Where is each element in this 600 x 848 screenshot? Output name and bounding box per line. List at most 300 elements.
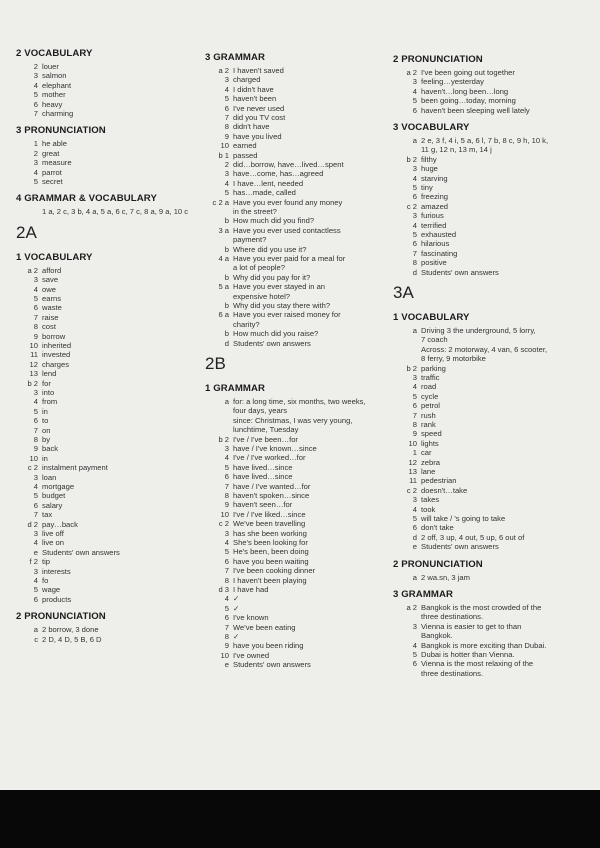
answer-text: secret bbox=[42, 177, 63, 186]
answer-line bbox=[205, 453, 306, 462]
answer-line bbox=[205, 113, 285, 122]
answer-line bbox=[205, 339, 311, 348]
item-number: 8 bbox=[224, 491, 229, 500]
answer-text: elephant bbox=[42, 80, 72, 90]
item-number: 3 bbox=[33, 529, 38, 538]
item-number: 6 bbox=[224, 556, 229, 566]
item-number: 6 bbox=[224, 472, 229, 482]
item-number: 9 bbox=[33, 444, 38, 454]
item-number: 4 a bbox=[218, 254, 229, 263]
answer-line bbox=[205, 557, 309, 566]
answer-text: charges bbox=[42, 359, 70, 369]
answer-text: to bbox=[42, 416, 49, 426]
answer-text: haven't seen…for bbox=[233, 500, 293, 510]
answer-text: Dubai is hotter than Vienna. bbox=[421, 650, 515, 659]
answer-text: budget bbox=[42, 491, 66, 501]
answer-line bbox=[205, 66, 284, 75]
answer-line bbox=[205, 435, 298, 444]
answer-text: Have you ever stayed in an bbox=[233, 282, 326, 292]
item-number: 5 bbox=[33, 294, 38, 303]
answer-line bbox=[16, 303, 62, 312]
answer-line bbox=[16, 482, 74, 491]
answer-text: fascinating bbox=[421, 248, 458, 258]
item-number: 5 bbox=[412, 230, 417, 239]
item-number: c bbox=[34, 634, 38, 644]
item-number: 8 bbox=[33, 435, 38, 444]
answer-line bbox=[16, 207, 188, 216]
item-number: 3 bbox=[33, 158, 38, 168]
answer-line bbox=[205, 594, 239, 603]
answer-text: freezing bbox=[421, 192, 449, 202]
item-number: 9 bbox=[224, 500, 229, 510]
answer-text: Driving 3 the underground, 5 lorry, bbox=[421, 326, 536, 335]
item-number: c 2 bbox=[406, 201, 417, 211]
item-number: 8 bbox=[224, 575, 229, 585]
answer-line bbox=[393, 411, 436, 420]
item-number: 4 bbox=[412, 86, 417, 96]
answer-line bbox=[205, 623, 296, 632]
item-number: 3 bbox=[33, 472, 38, 482]
answer-text: I've / I've worked…for bbox=[233, 453, 306, 463]
item-number: 4 bbox=[33, 80, 38, 90]
answer-text: parking bbox=[421, 363, 446, 373]
item-number: 4 bbox=[33, 538, 38, 548]
item-number: 6 bbox=[33, 303, 38, 313]
answer-line bbox=[393, 249, 457, 258]
answer-text: for: a long time, six months, two weeks, bbox=[233, 397, 366, 406]
answer-text: have / I've wanted…for bbox=[233, 481, 311, 491]
item-number: 5 bbox=[224, 188, 229, 198]
answer-line bbox=[205, 254, 345, 263]
answer-line bbox=[393, 174, 448, 183]
answer-line bbox=[205, 310, 341, 319]
answer-text: She's been looking for bbox=[233, 538, 308, 547]
answer-line bbox=[393, 573, 470, 582]
answer-line bbox=[205, 444, 317, 453]
answer-text: I've / I've been…for bbox=[233, 434, 298, 444]
item-number: 4 bbox=[33, 576, 38, 585]
answer-text: ✓ bbox=[233, 603, 240, 613]
answer-line bbox=[16, 473, 56, 482]
answer-text: loan bbox=[42, 472, 57, 482]
answer-text: Across: 2 motorway, 4 van, 6 scooter, bbox=[421, 344, 548, 354]
answer-line bbox=[16, 100, 62, 109]
answer-line bbox=[16, 62, 59, 71]
answer-text: in the street? bbox=[233, 207, 277, 216]
answer-text: 1 a, 2 c, 3 b, 4 a, 5 a, 6 c, 7 c, 8 a, 9 a, 10 c bbox=[42, 207, 189, 217]
answer-line bbox=[205, 132, 282, 141]
item-number: 5 bbox=[33, 491, 38, 501]
answer-line bbox=[393, 230, 456, 239]
answer-line bbox=[393, 354, 486, 363]
item-number: 3 bbox=[33, 71, 38, 81]
answer-text: has she been working bbox=[233, 528, 307, 538]
answer-text: products bbox=[42, 594, 72, 604]
item-number: 10 bbox=[29, 453, 38, 463]
answer-text: road bbox=[421, 382, 437, 392]
section-heading: 1 VOCABULARY bbox=[16, 251, 93, 263]
answer-line bbox=[205, 416, 352, 425]
answer-line bbox=[393, 192, 448, 201]
answer-text: petrol bbox=[421, 401, 440, 411]
answer-line bbox=[393, 659, 533, 668]
answer-text: three destinations. bbox=[421, 668, 484, 678]
answer-line bbox=[205, 660, 311, 669]
item-number: 5 bbox=[412, 650, 417, 659]
item-number: c 2 bbox=[218, 519, 229, 529]
section-heading: 3 VOCABULARY bbox=[393, 122, 470, 133]
answer-line bbox=[205, 510, 306, 519]
answer-text: Why did you stay there with? bbox=[233, 301, 331, 310]
answer-line bbox=[16, 322, 56, 331]
section-heading: 2 PRONUNCIATION bbox=[16, 611, 106, 623]
item-number: 2 bbox=[33, 148, 38, 158]
answer-text: live on bbox=[42, 538, 64, 548]
section-heading: 1 GRAMMAR bbox=[205, 383, 266, 394]
answer-line bbox=[16, 158, 72, 167]
item-number: 3 bbox=[412, 211, 417, 221]
answer-line bbox=[205, 301, 330, 310]
section-heading: 3 PRONUNCIATION bbox=[16, 125, 106, 137]
answer-text: cycle bbox=[421, 391, 439, 401]
answer-line bbox=[393, 523, 454, 532]
answer-text: borrow bbox=[42, 331, 66, 341]
item-number: 8 bbox=[412, 420, 417, 429]
item-number: a bbox=[412, 572, 417, 582]
answer-text: speed bbox=[421, 429, 442, 439]
item-number: 3 bbox=[33, 388, 38, 397]
answer-text: since: Christmas, I was very young, bbox=[233, 415, 353, 425]
answer-text: four days, years bbox=[233, 406, 288, 416]
answer-text: have…come, has…agreed bbox=[233, 169, 324, 179]
answer-line bbox=[16, 595, 71, 604]
item-number: d 3 bbox=[218, 585, 229, 594]
answer-text: salary bbox=[42, 500, 63, 510]
answer-line bbox=[205, 576, 307, 585]
item-number: b bbox=[224, 216, 229, 226]
item-number: 6 bbox=[224, 103, 229, 113]
answer-line bbox=[205, 151, 258, 160]
item-number: 3 bbox=[412, 77, 417, 87]
answer-line bbox=[205, 604, 239, 613]
answer-text: live off bbox=[42, 529, 64, 538]
item-number: e bbox=[224, 660, 229, 670]
answer-line bbox=[393, 106, 530, 115]
answer-text: waste bbox=[42, 303, 62, 313]
answer-line bbox=[16, 332, 65, 341]
answer-line bbox=[205, 160, 344, 169]
section-heading: 2 PRONUNCIATION bbox=[393, 54, 483, 65]
answer-text: afford bbox=[42, 265, 62, 275]
answer-line bbox=[205, 273, 310, 282]
answer-text: into bbox=[42, 388, 55, 397]
item-number: 13 bbox=[29, 369, 38, 379]
answer-line bbox=[205, 263, 285, 272]
answer-line bbox=[393, 87, 508, 96]
answer-line bbox=[205, 188, 296, 197]
item-number: 7 bbox=[33, 425, 38, 435]
answer-line bbox=[393, 382, 436, 391]
section-heading: 1 VOCABULARY bbox=[393, 312, 470, 323]
answer-line bbox=[205, 104, 284, 113]
item-number: 5 bbox=[33, 585, 38, 595]
item-number: 5 bbox=[33, 406, 38, 416]
item-number: 3 bbox=[412, 495, 417, 505]
answer-line bbox=[16, 294, 61, 303]
item-number: 1 bbox=[33, 139, 38, 149]
answer-text: lane bbox=[421, 467, 436, 476]
answer-line bbox=[205, 519, 305, 528]
answer-text: don't take bbox=[421, 523, 454, 533]
answer-line bbox=[205, 482, 310, 491]
item-number: 4 bbox=[33, 397, 38, 407]
item-number: b 2 bbox=[218, 434, 229, 444]
answer-text: save bbox=[42, 275, 59, 285]
answer-line bbox=[16, 435, 50, 444]
answer-text: charity? bbox=[233, 319, 260, 329]
answer-text: We've been eating bbox=[233, 622, 296, 632]
answer-line bbox=[16, 635, 102, 644]
answer-line bbox=[393, 420, 436, 429]
answer-text: by bbox=[42, 435, 51, 444]
answer-line bbox=[393, 429, 442, 438]
answer-line bbox=[16, 520, 78, 529]
answer-line bbox=[393, 239, 449, 248]
answer-line bbox=[393, 183, 433, 192]
answer-text: cost bbox=[42, 322, 56, 332]
answer-line bbox=[16, 285, 56, 294]
answer-text: I've been going out together bbox=[421, 68, 515, 77]
answer-line bbox=[393, 211, 444, 220]
answer-line bbox=[393, 401, 440, 410]
answer-text: invested bbox=[42, 350, 71, 360]
item-number: 4 bbox=[224, 538, 229, 547]
answer-line bbox=[393, 458, 440, 467]
answer-line bbox=[16, 463, 108, 472]
answer-line bbox=[16, 275, 58, 284]
answer-text: haven't…long been…long bbox=[421, 86, 509, 96]
item-number: a 2 bbox=[406, 68, 417, 77]
answer-line bbox=[393, 669, 483, 678]
item-number: 2 bbox=[224, 160, 229, 169]
item-number: 8 bbox=[33, 322, 38, 332]
answer-line bbox=[205, 651, 269, 660]
answer-line bbox=[205, 613, 269, 622]
answer-line bbox=[393, 68, 515, 77]
answer-text: heavy bbox=[42, 99, 63, 109]
answer-text: I didn't have bbox=[233, 84, 274, 94]
item-number: d 2 bbox=[27, 519, 38, 529]
item-number: a 2 bbox=[218, 66, 229, 75]
answer-text: Students' own answers bbox=[421, 542, 499, 552]
answer-line bbox=[205, 122, 270, 131]
item-number: b bbox=[224, 244, 229, 254]
item-number: 5 bbox=[33, 90, 38, 100]
answer-text: 2 borrow, 3 done bbox=[42, 625, 99, 635]
item-number: 7 bbox=[224, 622, 229, 632]
answer-line bbox=[16, 548, 120, 557]
answer-text: for bbox=[42, 378, 51, 388]
item-number: 5 bbox=[224, 462, 229, 472]
answer-line bbox=[393, 364, 446, 373]
item-number: 7 bbox=[224, 566, 229, 576]
answer-text: parrot bbox=[42, 167, 62, 177]
answer-line bbox=[205, 425, 298, 434]
answer-line bbox=[16, 397, 57, 406]
item-number: 3 bbox=[224, 444, 229, 453]
answer-text: Have you ever raised money for bbox=[233, 310, 341, 320]
answer-text: have lived…since bbox=[233, 472, 293, 482]
item-number: a bbox=[33, 625, 38, 635]
item-number: 9 bbox=[33, 331, 38, 341]
section-heading: 3 GRAMMAR bbox=[393, 589, 454, 600]
item-number: e bbox=[33, 547, 38, 557]
answer-line bbox=[16, 444, 58, 453]
answer-line bbox=[16, 407, 48, 416]
answer-text: have lived…since bbox=[233, 462, 293, 472]
answer-line bbox=[16, 360, 69, 369]
item-number: 5 bbox=[412, 96, 417, 106]
item-number: 11 bbox=[30, 350, 38, 360]
answer-text: will take / 's going to take bbox=[421, 514, 506, 523]
answer-line bbox=[205, 94, 276, 103]
unit-heading: 3A bbox=[393, 283, 414, 302]
answer-line bbox=[16, 379, 51, 388]
answer-line bbox=[393, 326, 536, 335]
answer-text: passed bbox=[233, 150, 258, 160]
answer-line bbox=[16, 168, 62, 177]
answer-text: have you been waiting bbox=[233, 556, 309, 566]
answer-line bbox=[205, 463, 293, 472]
answer-line bbox=[16, 585, 60, 594]
item-number: a 2 bbox=[406, 603, 417, 612]
answer-line bbox=[205, 320, 260, 329]
answer-text: traffic bbox=[421, 373, 440, 382]
answer-line bbox=[393, 345, 547, 354]
answer-text: tax bbox=[42, 510, 53, 520]
answer-line bbox=[16, 501, 62, 510]
answer-text: huge bbox=[421, 164, 438, 174]
item-number: 2 bbox=[33, 62, 38, 71]
answer-text: I've never used bbox=[233, 103, 285, 113]
answer-line bbox=[205, 547, 309, 556]
answer-text: Students' own answers bbox=[42, 547, 120, 557]
answer-text: in bbox=[42, 453, 48, 463]
answer-text: Bangkok is the most crowded of the bbox=[421, 603, 542, 612]
answer-line bbox=[205, 500, 292, 509]
item-number: 4 bbox=[412, 504, 417, 514]
answer-line bbox=[205, 641, 304, 650]
answer-text: 2 D, 4 D, 5 B, 6 D bbox=[42, 634, 102, 644]
answer-text: pay…back bbox=[42, 519, 78, 529]
answer-text: rush bbox=[421, 410, 436, 420]
item-number: 4 bbox=[33, 167, 38, 177]
answer-text: raise bbox=[42, 312, 59, 322]
item-number: a bbox=[412, 136, 417, 145]
answer-text: three destinations. bbox=[421, 612, 484, 622]
section-heading: 2 VOCABULARY bbox=[16, 48, 93, 59]
answer-text: 2 e, 3 f, 4 i, 5 a, 6 l, 7 b, 8 c, 9 h, 10 k, bbox=[421, 136, 549, 145]
answer-text: I've known bbox=[233, 613, 269, 623]
item-number: 6 a bbox=[218, 310, 229, 320]
answer-text: Vienna is the most relaxing of the bbox=[421, 659, 534, 669]
answer-line bbox=[393, 202, 448, 211]
answer-text: Where did you use it? bbox=[233, 244, 307, 254]
answer-text: mother bbox=[42, 90, 66, 100]
answer-line bbox=[205, 472, 293, 481]
answer-text: zebra bbox=[421, 457, 440, 467]
answer-text: pedestrian bbox=[421, 476, 457, 486]
answer-line bbox=[205, 529, 307, 538]
answer-text: takes bbox=[421, 495, 440, 505]
answer-text: He's been, been doing bbox=[233, 547, 309, 557]
answer-line bbox=[16, 454, 48, 463]
answer-text: inherited bbox=[42, 341, 72, 350]
answer-line bbox=[205, 406, 287, 415]
item-number: 10 bbox=[408, 438, 417, 448]
answer-text: great bbox=[42, 148, 60, 158]
answer-text: Why did you pay for it? bbox=[233, 272, 311, 282]
item-number: 5 bbox=[224, 603, 229, 613]
item-number: 9 bbox=[412, 429, 417, 439]
answer-text: did you TV cost bbox=[233, 113, 286, 122]
answer-text: has…made, called bbox=[233, 188, 296, 198]
answer-line bbox=[16, 625, 99, 634]
answer-line bbox=[205, 632, 239, 641]
answer-line bbox=[205, 538, 308, 547]
answer-line bbox=[393, 164, 438, 173]
answer-line bbox=[393, 392, 438, 401]
item-number: a bbox=[412, 326, 417, 335]
item-number: 4 bbox=[224, 84, 229, 94]
answer-line bbox=[205, 397, 366, 406]
item-number: 3 bbox=[224, 528, 229, 538]
answer-text: Bangkok is more exciting than Dubai. bbox=[421, 640, 547, 650]
answer-text: 2 wa.sn, 3 jam bbox=[421, 572, 470, 582]
answer-text: We've been travelling bbox=[233, 519, 306, 529]
item-number: 7 bbox=[33, 510, 38, 520]
answer-text: filthy bbox=[421, 154, 437, 164]
answer-line bbox=[393, 155, 437, 164]
item-number: d bbox=[224, 338, 229, 348]
answer-line bbox=[205, 282, 325, 291]
answer-line bbox=[16, 426, 50, 435]
item-number: e bbox=[412, 542, 417, 552]
answer-text: I haven't been playing bbox=[233, 575, 307, 585]
answer-line bbox=[16, 71, 66, 80]
item-number: c 2 bbox=[27, 463, 38, 473]
item-number: 4 bbox=[224, 594, 229, 604]
answer-line bbox=[16, 341, 71, 350]
answer-line bbox=[393, 335, 448, 344]
answer-text: Bangkok. bbox=[421, 631, 453, 641]
answer-text: been going…today, morning bbox=[421, 96, 516, 106]
item-number: 4 bbox=[412, 640, 417, 650]
answer-text: charged bbox=[233, 75, 261, 85]
answer-text: Have you ever paid for a meal for bbox=[233, 254, 346, 263]
answer-text: ✓ bbox=[233, 594, 240, 604]
item-number: 4 bbox=[33, 284, 38, 294]
answer-line bbox=[205, 207, 277, 216]
item-number: 10 bbox=[220, 509, 229, 519]
answer-line bbox=[205, 585, 268, 594]
section-heading: 4 GRAMMAR & VOCABULARY bbox=[16, 193, 157, 205]
unit-heading: 2A bbox=[16, 222, 37, 242]
item-number: 5 bbox=[224, 94, 229, 104]
answer-text: feeling…yesterday bbox=[421, 77, 484, 87]
answer-text: interests bbox=[42, 566, 71, 576]
answer-line bbox=[16, 576, 48, 585]
